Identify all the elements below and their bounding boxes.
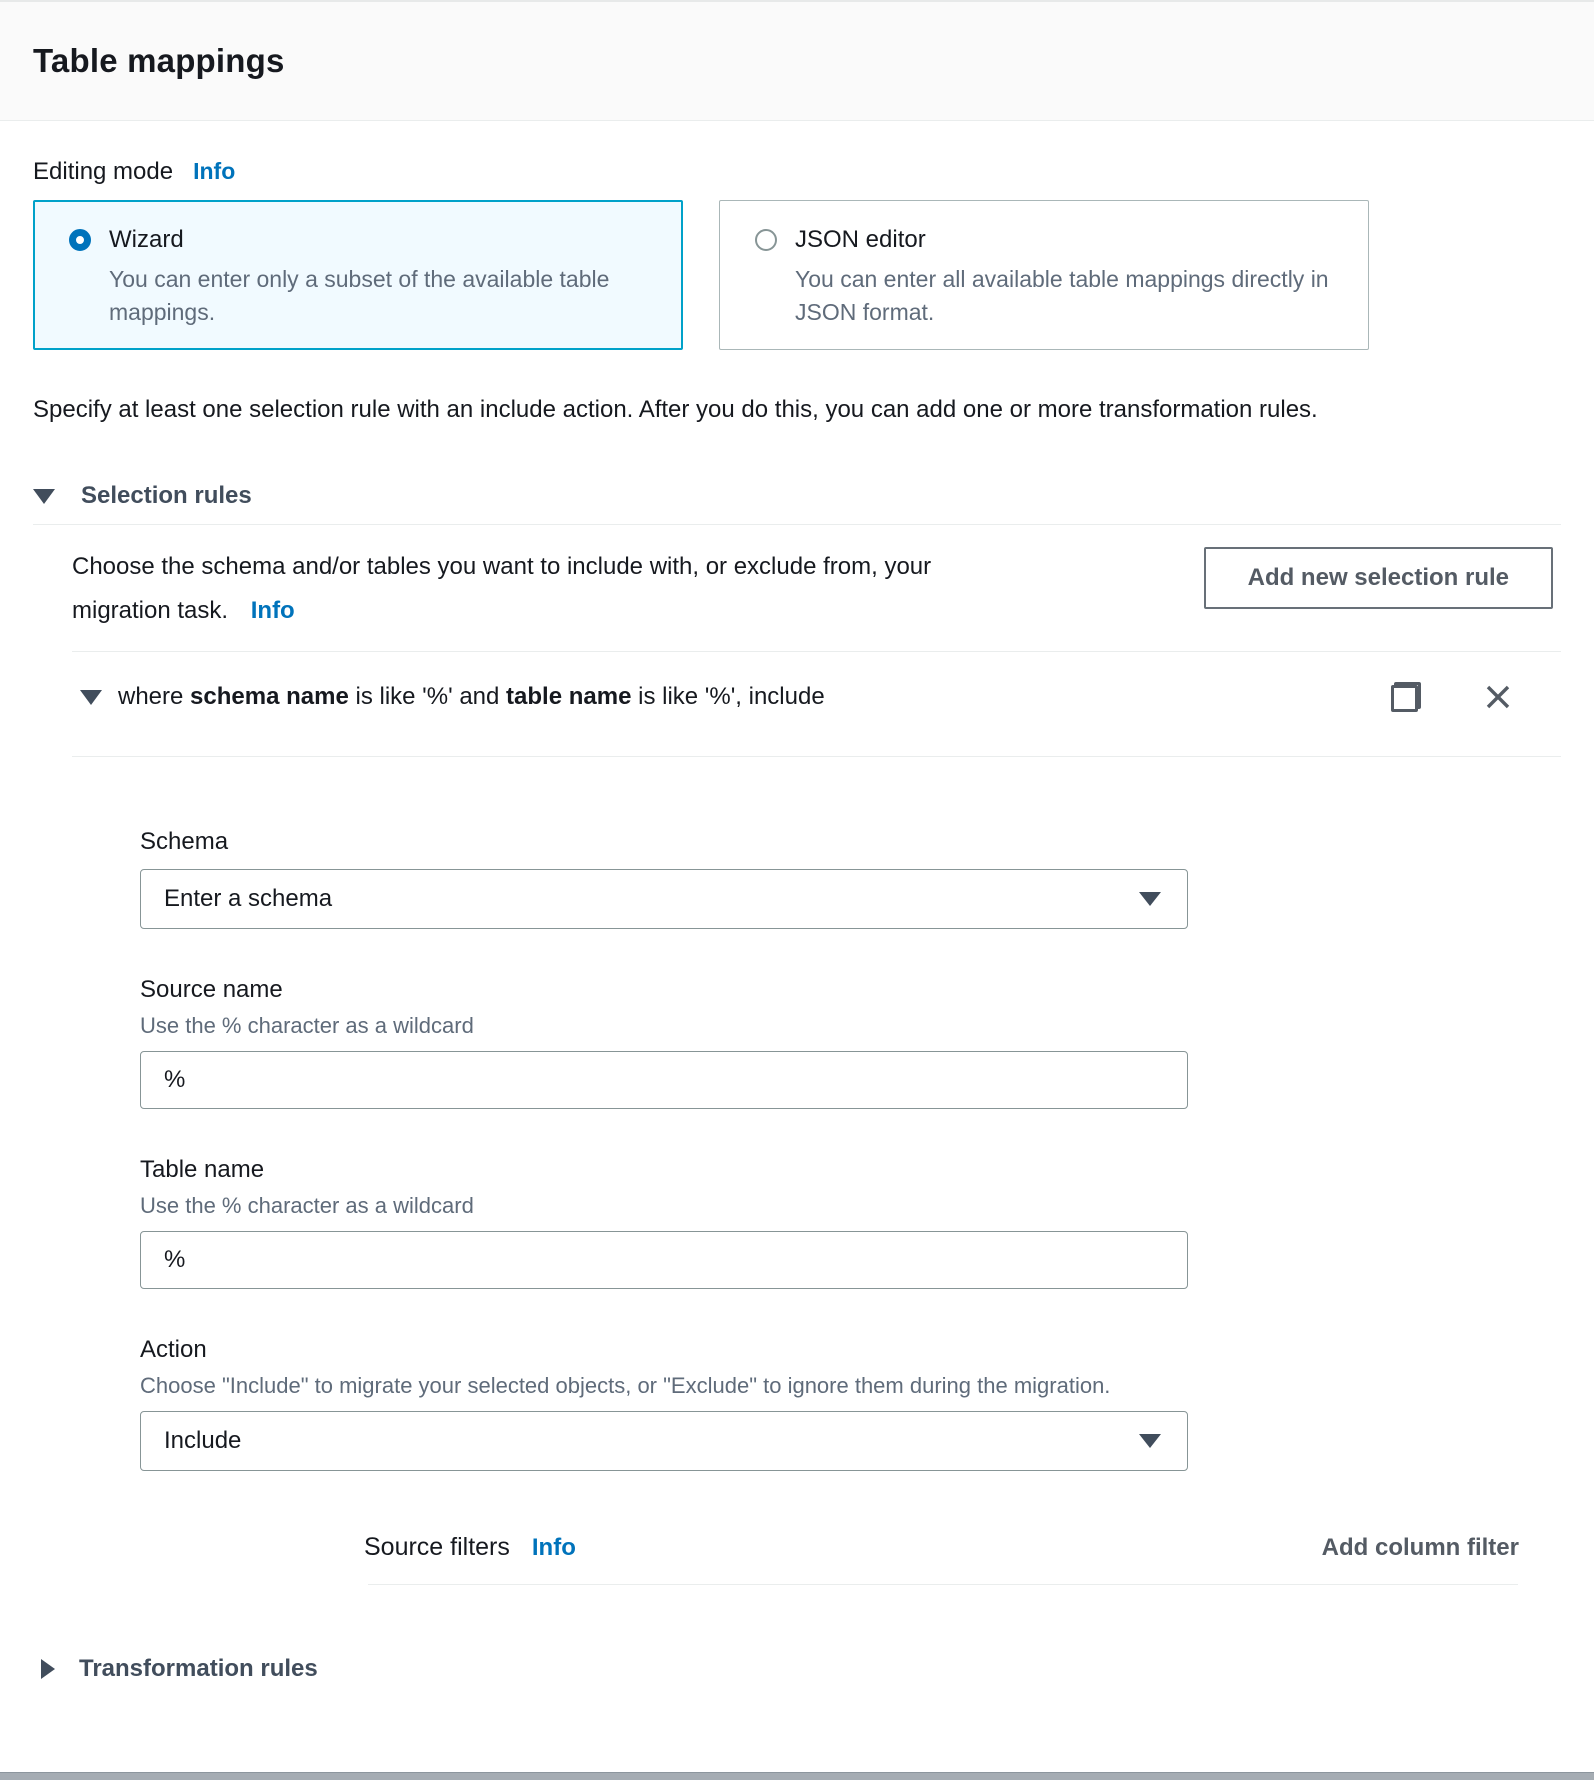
action-field [140,1335,1561,1471]
selection-rules-info-link[interactable]: Info [250,597,295,624]
selection-rules-toolbar [33,545,1561,635]
rule-summary-part: is like '%' and [348,683,507,710]
radio-selected-icon[interactable] [69,229,91,251]
rule-summary-part: where [118,683,191,710]
caret-down-icon[interactable] [80,690,102,705]
schema-label: Schema [140,828,229,855]
add-new-selection-rule-button[interactable]: Add new selection rule [1204,547,1553,609]
editing-mode-options [33,200,1561,350]
radio-unselected-icon[interactable] [755,229,777,251]
table-name-field [140,1155,1561,1289]
add-column-filter-button[interactable]: Add column filter [1321,1533,1519,1561]
selection-rules-description [72,545,1020,633]
selection-rules-description-text: Choose the schema and/or tables you want to include with, or exclude from, your migration task. [72,553,932,624]
duplicate-rule-button[interactable] [1391,682,1421,712]
intro-text: Specify at least one selection rule with an include action. After you do this, you can add one or more transformation rules. [33,396,1318,423]
table-name-input[interactable] [140,1231,1188,1289]
divider [368,1584,1518,1585]
selection-rules-section-toggle[interactable] [33,482,1561,510]
wizard-option-label: Wizard [109,226,184,253]
close-icon [1483,682,1513,712]
wizard-option-description: You can enter only a subset of the available table mappings. [109,266,610,325]
transformation-rules-title: Transformation rules [79,1655,318,1682]
divider [72,756,1561,757]
caret-right-icon [41,1659,55,1679]
caret-down-icon [1139,892,1161,906]
source-name-label: Source name [140,976,283,1003]
transformation-rules-section-toggle[interactable] [37,1655,1561,1683]
caret-down-icon [1139,1434,1161,1448]
action-select[interactable] [140,1411,1188,1471]
editing-mode-info-link[interactable]: Info [193,158,236,184]
rule-summary-part: is like '%', include [631,683,825,710]
rule-summary-table-name: table name [506,683,632,710]
json-editor-option-description: You can enter all available table mappings directly in JSON format. [795,266,1329,325]
schema-select-value: Enter a schema [164,885,333,912]
bottom-bar [0,1772,1594,1780]
selection-rule-summary [118,683,825,711]
divider [33,524,1561,525]
remove-rule-button[interactable] [1483,682,1513,712]
schema-select[interactable] [140,869,1188,929]
source-name-hint: Use the % character as a wildcard [140,1013,474,1038]
selection-rules-title: Selection rules [81,482,252,509]
table-mappings-panel [0,158,1594,1683]
source-name-input[interactable] [140,1051,1188,1109]
page-title: Table mappings [33,42,285,79]
copy-icon [1391,682,1421,712]
action-select-value: Include [164,1427,242,1454]
source-filters-row [364,1533,1561,1562]
action-label: Action [140,1336,207,1363]
table-name-hint: Use the % character as a wildcard [140,1193,474,1218]
source-name-field [140,975,1561,1109]
schema-field [140,827,1561,929]
selection-rule-row [72,652,1561,742]
rule-summary-schema-name: schema name [190,683,349,710]
wizard-option-body [109,226,654,329]
panel-header [0,0,1594,121]
source-filters-label: Source filters [364,1533,510,1561]
caret-down-icon [33,489,55,504]
json-editor-option-body [795,226,1340,329]
editing-mode-label: Editing mode [33,158,174,185]
source-filters-info-link[interactable]: Info [531,1533,576,1561]
editing-mode-row [33,158,1561,186]
table-name-label: Table name [140,1156,265,1183]
json-editor-option-label: JSON editor [795,226,926,253]
action-hint: Choose "Include" to migrate your selected objects, or "Exclude" to ignore them during the migration. [140,1373,1111,1398]
editing-mode-option-json-editor[interactable] [719,200,1369,350]
selection-rule-form [140,827,1561,1585]
editing-mode-option-wizard[interactable] [33,200,683,350]
selection-rule-actions [1391,682,1513,712]
